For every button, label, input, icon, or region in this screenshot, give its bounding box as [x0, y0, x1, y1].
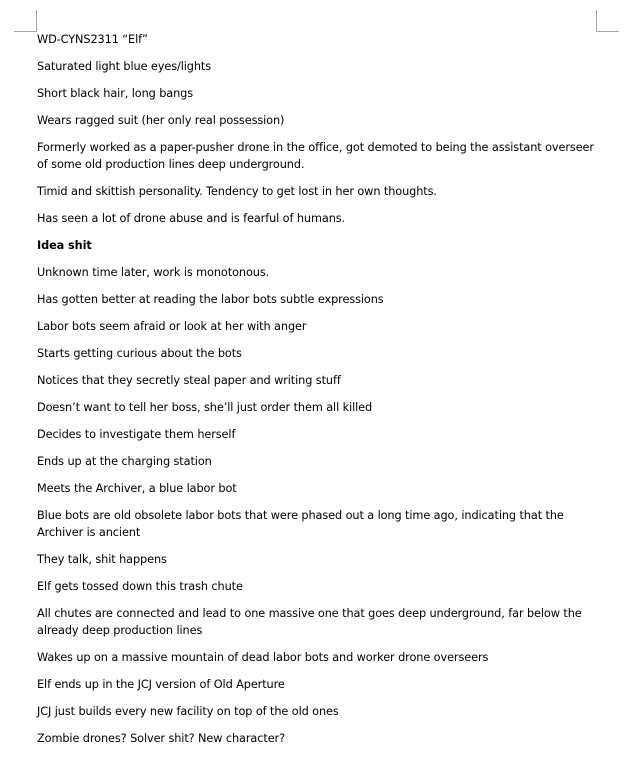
document-paragraph: Decides to investigate them herself	[37, 428, 236, 441]
document-paragraph: Formerly worked as a paper-pusher drone in the office, got demoted to being the assistant overseer of some old production lines deep underground.	[37, 141, 594, 171]
document-paragraph: Blue bots are old obsolete labor bots that were phased out a long time ago, indicating that the Archiver is ancient	[37, 509, 564, 539]
document-paragraph: WD-CYNS2311 “Elf”	[37, 33, 148, 46]
document-paragraph: Unknown time later, work is monotonous.	[37, 266, 270, 279]
document-paragraph: Wakes up on a massive mountain of dead labor bots and worker drone overseers	[37, 651, 489, 664]
document-paragraph: All chutes are connected and lead to one massive one that goes deep underground, far below the already deep production lines	[37, 607, 582, 637]
document-paragraph: Ends up at the charging station	[37, 455, 212, 468]
document-paragraph: Notices that they secretly steal paper and writing stuff	[37, 374, 341, 387]
document-paragraph: Elf gets tossed down this trash chute	[37, 580, 243, 593]
document-paragraph: Timid and skittish personality. Tendency to get lost in her own thoughts.	[37, 185, 437, 198]
document-paragraph: Meets the Archiver, a blue labor bot	[37, 482, 237, 495]
document-paragraph: They talk, shit happens	[37, 553, 167, 566]
document-paragraph: Elf ends up in the JCJ version of Old Aperture	[37, 678, 285, 691]
document-paragraph: Saturated light blue eyes/lights	[37, 60, 212, 73]
document-paragraph: Wears ragged suit (her only real possession)	[37, 114, 285, 127]
document-paragraph: Zombie drones? Solver shit? New character?	[37, 732, 285, 745]
document-paragraph: Has gotten better at reading the labor bots subtle expressions	[37, 293, 384, 306]
page-margin-corner-top-right	[596, 10, 619, 32]
page-margin-corner-top-left	[14, 10, 37, 32]
document-paragraph: Has seen a lot of drone abuse and is fearful of humans.	[37, 212, 346, 225]
document-paragraph: Labor bots seem afraid or look at her with anger	[37, 320, 307, 333]
document-paragraph: Short black hair, long bangs	[37, 87, 194, 100]
document-body[interactable]	[37, 31, 597, 757]
document-paragraph: Doesn’t want to tell her boss, she’ll just order them all killed	[37, 401, 373, 414]
document-paragraph: Starts getting curious about the bots	[37, 347, 242, 360]
document-paragraph: JCJ just builds every new facility on top of the old ones	[37, 705, 339, 718]
section-heading: Idea shit	[37, 239, 92, 252]
